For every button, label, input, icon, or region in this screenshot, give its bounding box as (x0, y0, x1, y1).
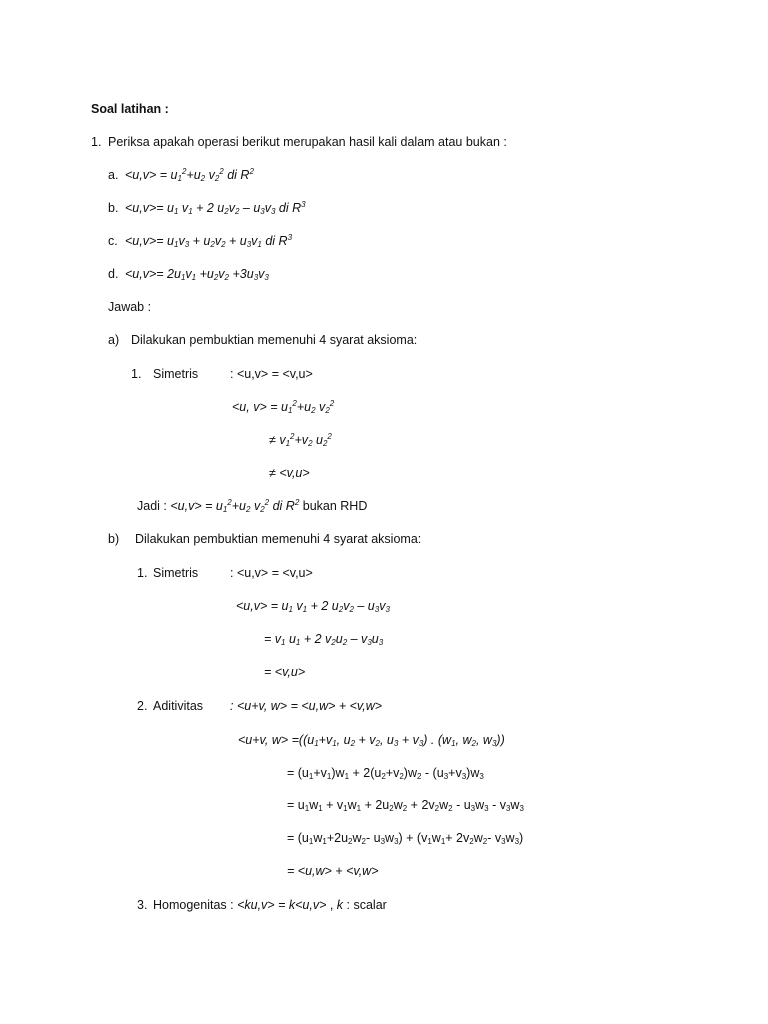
b-aditivitas-step-3: = $u_1w_1 + v_1w_1 + 2u_2w_2 + 2v_2w_2 - u_3w_3 - v_3w_3$ (287, 798, 524, 813)
b-aditivitas-name: Aditivitas (153, 699, 204, 713)
b-aditivitas-step-2: = $(u_1+v_1)w_1 + 2(u_2+v_2)w_2 - (u_3+v_3)w_3$ (287, 766, 484, 781)
item-b-math: $<u,v>= u_1$ $v_1 + 2$ $u_2v_2 - u_3v_3$ di $R^3$ (125, 200, 306, 216)
b-aditivitas-step-5: = <u,w> + <v,w> (287, 864, 379, 878)
b-simetris-definition: : <u,v> = <v,u> (230, 566, 313, 580)
item-d-math: $<u,v>= 2u_1v_1 +u_2v_2 +3u_3v_3$ (125, 267, 269, 282)
item-b-label: b. (108, 201, 119, 215)
item-a-label: a. (108, 168, 119, 182)
part-b-label: b) (108, 532, 120, 546)
b-homogenitas-number: 3. (137, 898, 148, 912)
b-simetris-step-2: = $v_1$ $u_1 + 2$ $v_2u_2 - v_3u_3$ (264, 632, 384, 647)
b-simetris-step-3: = <v,u> (264, 665, 306, 679)
a-conclusion: Jadi : $<u,v> = u_1^2+u_2$ $v_2^2$ di $R^2$ bukan RHD (137, 498, 368, 514)
a-simetris-step-2: ≠ $v_1^2+v_2$ $u_2^2$ (269, 432, 332, 448)
a-simetris-number: 1. (131, 367, 142, 381)
a-simetris-step-3: ≠ <v,u> (269, 466, 310, 480)
b-simetris-name: Simetris (153, 566, 199, 580)
item-c-label: c. (108, 234, 118, 248)
a-simetris-definition: : <u,v> = <v,u> (230, 367, 313, 381)
b-aditivitas-step-1: <u+v, $w> =((u_1+v_1$, $u_2 + v_2$, $u_3 + v_3$) . ($w_1$, $w_2$, $w_3$)) (238, 733, 505, 748)
section-title: Soal latihan : (91, 102, 169, 116)
question-1-text: Periksa apakah operasi berikut merupakan hasil kali dalam atau bukan : (108, 135, 507, 149)
a-simetris-name: Simetris (153, 367, 199, 381)
b-homogenitas-line: Homogenitas : <ku,v> = k<u,v> , k : scalar (153, 898, 387, 912)
b-aditivitas-definition: : <u+v, w> = <u,w> + <v,w> (230, 699, 383, 713)
jawab-label: Jawab : (108, 300, 152, 314)
b-aditivitas-step-4: = ($u_1w_1+2u_2w_2-$ $u_3w_3) + (v_1w_1+ 2v_2w_2-$ $v_3w_3$) (287, 831, 524, 846)
part-a-label: a) (108, 333, 120, 347)
part-b-heading: Dilakukan pembuktian memenuhi 4 syarat aksioma: (135, 532, 422, 546)
b-aditivitas-number: 2. (137, 699, 148, 713)
item-c-math: $<u,v>= u_1v_3 + u_2v_2 + u_3v_1$ di $R^3$ (125, 233, 293, 249)
b-simetris-step-1: $<u,v> = u_1$ $v_1 + 2$ $u_2v_2 - u_3v_3$ (236, 599, 390, 614)
item-a-math: $<u,v> = u_1^2+u_2$ $v_2^2$ di $R^2$ (125, 167, 254, 183)
item-d-label: d. (108, 267, 119, 281)
b-simetris-number: 1. (137, 566, 148, 580)
question-1-number: 1. (91, 135, 102, 149)
part-a-heading: Dilakukan pembuktian memenuhi 4 syarat aksioma: (131, 333, 418, 347)
a-simetris-step-1: <u, $v> = u_1^2+u_2$ $v_2^2$ (232, 399, 335, 415)
